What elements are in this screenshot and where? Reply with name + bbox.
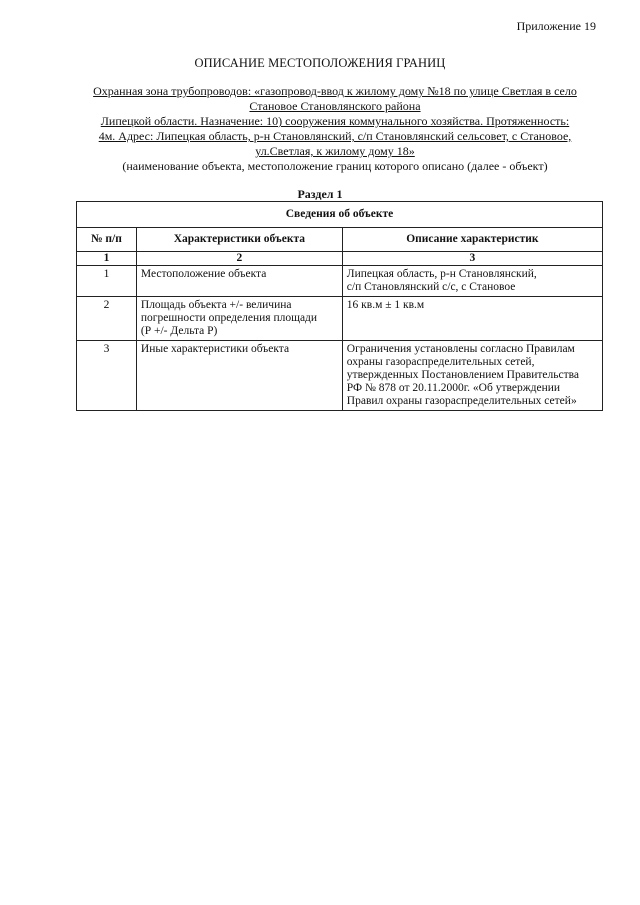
- row-characteristic: Иные характеристики объекта: [136, 341, 342, 411]
- document-title: ОПИСАНИЕ МЕСТОПОЛОЖЕНИЯ ГРАНИЦ: [194, 56, 446, 70]
- column-index: 3: [342, 252, 602, 266]
- row-number: 1: [77, 266, 137, 297]
- row-description: Ограничения установлены согласно Правилам охраны газораспределительных сетей, утвержденных Постановлением Правительства РФ № 878 от 20.11.2000г. «Об утверждении Правил охраны газораспределительных сетей»: [342, 341, 602, 411]
- row-characteristic: Площадь объекта +/- величина погрешности определения площади (Р +/- Дельта Р): [136, 297, 342, 341]
- object-line: ул.Светлая, к жилому дому 18»: [255, 144, 415, 158]
- table-row: [77, 297, 603, 341]
- column-header-characteristic: Характеристики объекта: [136, 228, 342, 252]
- row-number: 3: [77, 341, 137, 411]
- column-header-number: № п/п: [77, 228, 137, 252]
- object-line: Охранная зона трубопроводов: «газопровод-ввод к жилому дому №18 по улице Светлая в село: [93, 84, 577, 98]
- object-line: Становое Становлянского района: [249, 99, 421, 113]
- row-description: Липецкая область, р-н Становлянский, с/п Становлянский с/с, с Становое: [342, 266, 602, 297]
- table-row: [77, 341, 603, 411]
- column-header-description: Описание характеристик: [342, 228, 602, 252]
- appendix-label: Приложение 19: [516, 19, 596, 33]
- object-line: Липецкой области. Назначение: 10) сооружения коммунального хозяйства. Протяженность:: [100, 114, 570, 128]
- row-description: 16 кв.м ± 1 кв.м: [342, 297, 602, 341]
- column-index: 1: [77, 252, 137, 266]
- object-info-table: [76, 201, 603, 411]
- row-number: 2: [77, 297, 137, 341]
- object-line: 4м. Адрес: Липецкая область, р-н Становлянский, с/п Становлянский сельсовет, с Становое,: [98, 129, 572, 143]
- table-row: [77, 266, 603, 297]
- table-title: Сведения об объекте: [77, 202, 603, 228]
- section-title: Раздел 1: [297, 187, 343, 201]
- object-caption: (наименование объекта, местоположение границ которого описано (далее - объект): [122, 159, 548, 173]
- object-description: [70, 84, 600, 174]
- column-index: 2: [136, 252, 342, 266]
- row-characteristic: Местоположение объекта: [136, 266, 342, 297]
